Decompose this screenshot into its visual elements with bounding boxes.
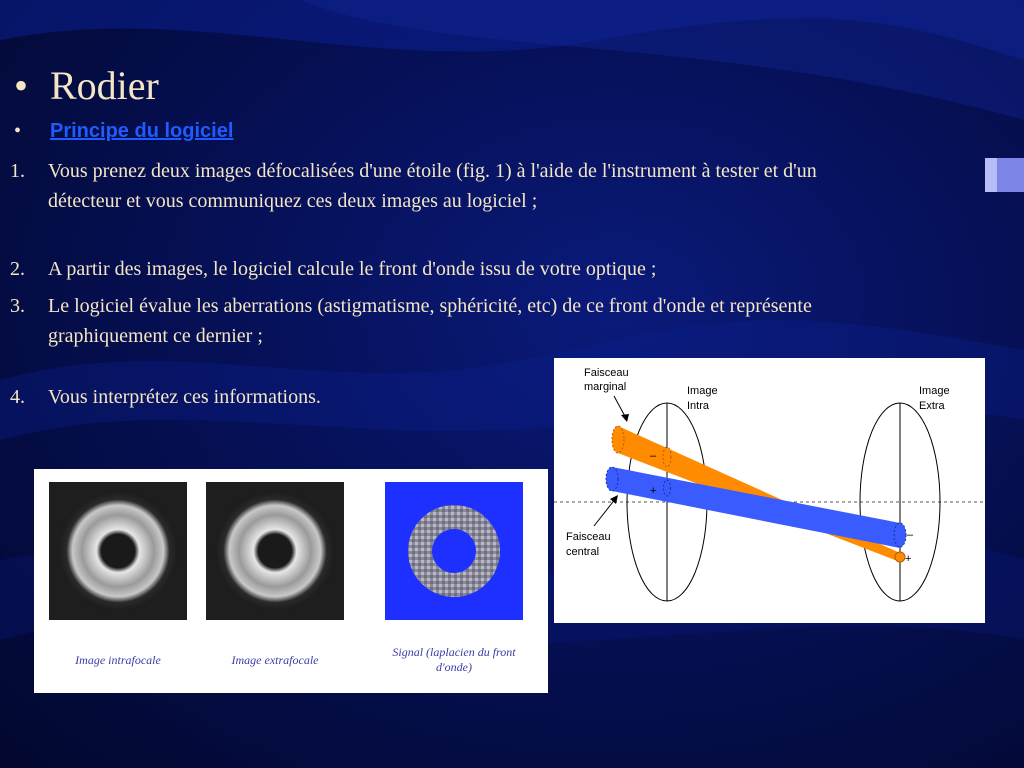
marginal-arrow-head [621,414,629,422]
link-row [14,120,233,143]
sign-plus-intra: + [650,485,657,497]
caption-extrafocal: Image extrafocale [231,653,319,667]
list-text: Le logiciel évalue les aberrations (astigmatisme, sphéricité, etc) de ce front d'onde et représente graphiquement ce dernier ; [48,295,812,347]
label-extra-2: Extra [919,400,945,412]
extrafocal-image [206,482,344,620]
figure-defocused-images [34,469,548,693]
title-bullet: • [14,63,29,108]
list-number: 2. [10,258,25,280]
sign-minus-intra: – [650,450,657,462]
label-central-2: central [566,546,600,558]
central-beam-start [606,467,618,491]
list-number: 4. [10,386,25,408]
link-bullet: • [14,120,22,142]
list-number: 1. [10,160,25,182]
slide-title: Rodier [50,63,159,108]
marginal-beam-start [612,426,624,453]
label-central-1: Faisceau [566,531,611,543]
caption-signal-line2: d'onde) [436,660,472,674]
list-item-2 [10,254,870,284]
signal-image [385,482,523,620]
label-marginal-1: Faisceau [584,367,629,379]
sign-plus-extra: + [905,553,912,565]
list-number: 3. [10,295,25,317]
figure-beam-diagram [554,358,985,623]
intrafocal-image [49,482,187,620]
central-beam-end [894,523,906,547]
marginal-beam-end [895,552,905,562]
central-arrow-head [610,495,618,504]
caption-intrafocal: Image intrafocale [75,653,161,667]
caption-signal-line1: Signal (laplacien du front [392,645,516,659]
list-text: Vous prenez deux images défocalisées d'une étoile (fig. 1) à l'aide de l'instrument à tester et d'un détecteur et vous communiquez ces deux images au logiciel ; [48,160,817,212]
central-beam [612,467,900,548]
list-text: A partir des images, le logiciel calcule le front d'onde issu de votre optique ; [48,258,657,280]
label-intra-1: Image [687,385,718,397]
list-item-1 [10,156,870,216]
list-text: Vous interprétez ces informations. [48,386,321,408]
label-marginal-2: marginal [584,381,627,393]
sign-minus-extra: – [907,529,914,541]
principe-link[interactable]: Principe du logiciel [50,120,234,142]
title-row [14,62,159,109]
caption-signal [370,645,538,675]
list-item-3 [10,291,840,351]
label-extra-1: Image [919,385,950,397]
label-intra-2: Intra [687,400,710,412]
